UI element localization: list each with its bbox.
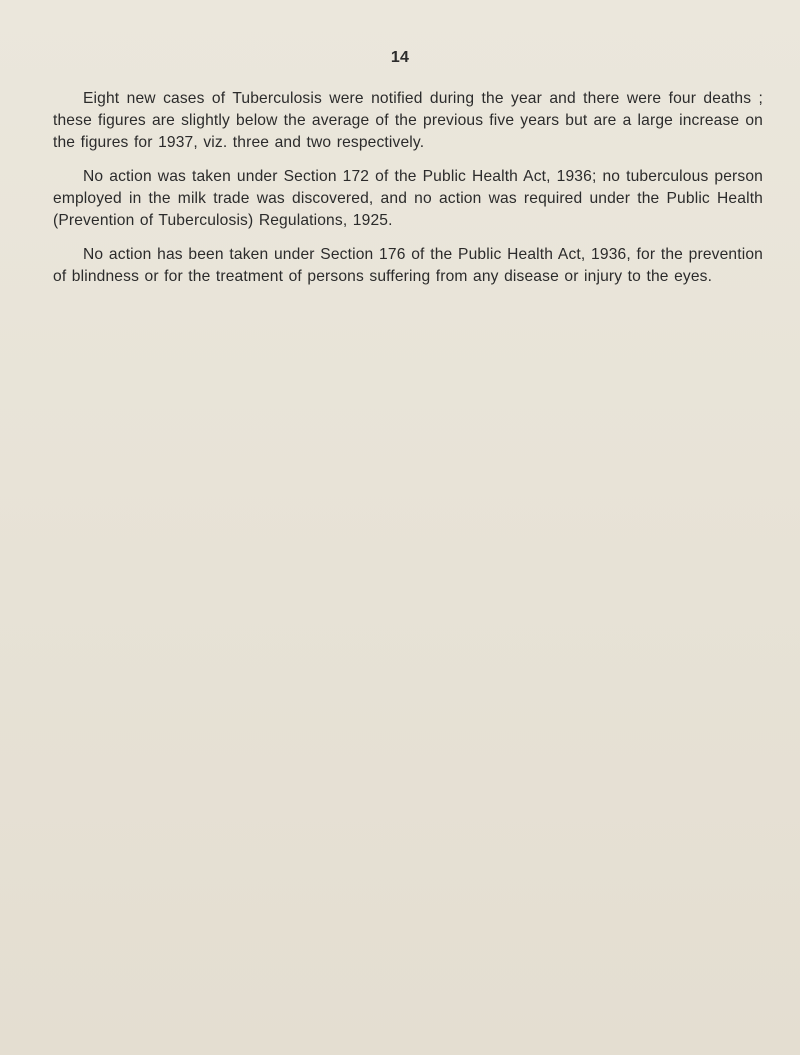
paragraph-tuberculosis-cases: Eight new cases of Tuberculosis were notified during the year and there were four deaths ; these figures are slightly below the average of the previous five years but are a large increase on the figures for 1937, viz. three and two respectively. [53,90,763,151]
page-number: 14 [390,49,410,66]
paragraph-section-176: No action has been taken under Section 176 of the Public Health Act, 1936, for the prevention of blindness or for the treatment of persons suffering from any disease or injury to the eyes. [53,246,763,285]
paragraph-section-172: No action was taken under Section 172 of the Public Health Act, 1936; no tuberculous person employed in the milk trade was discovered, and no action was required under the Public Health (Prevention of Tuberculosis) Regulations, 1925. [53,168,763,229]
document-body [53,88,763,300]
